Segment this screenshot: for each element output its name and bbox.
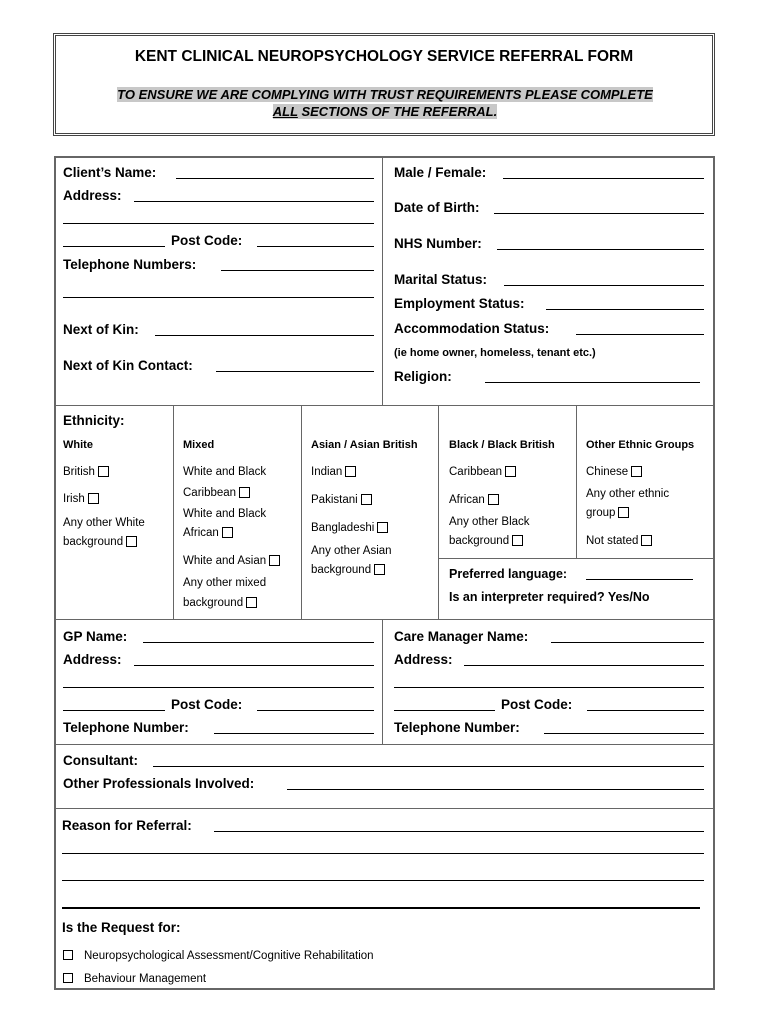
option-chinese[interactable]: Chinese: [586, 466, 642, 478]
client-address-field[interactable]: [134, 201, 374, 202]
checkbox-indian[interactable]: [345, 466, 356, 477]
other-professionals-field[interactable]: [287, 789, 704, 790]
care-manager-postcode-field[interactable]: [587, 710, 704, 711]
gp-address-label: Address:: [63, 652, 122, 667]
accommodation-status-label: Accommodation Status:: [394, 321, 550, 336]
reason-for-referral-label: Reason for Referral:: [62, 818, 192, 833]
gp-address-field-3[interactable]: [63, 710, 165, 711]
instruction-line-2: SECTIONS OF THE REFERRAL.: [297, 104, 498, 119]
checkbox-british[interactable]: [98, 466, 109, 477]
option-other-white[interactable]: Any other White: [63, 517, 145, 529]
form-instruction: [64, 86, 706, 120]
option-caribbean[interactable]: Caribbean: [449, 466, 516, 478]
next-of-kin-field[interactable]: [155, 335, 374, 336]
checkbox-white-black-caribbean[interactable]: [239, 487, 250, 498]
option-other-asian-line1[interactable]: Any other Asian: [311, 545, 392, 557]
option-other-ethnic[interactable]: group: [586, 507, 629, 519]
form-header: [53, 33, 715, 136]
divider: [576, 406, 577, 558]
other-professionals-label: Other Professionals Involved:: [63, 776, 255, 791]
client-address-field-2[interactable]: [63, 223, 374, 224]
gp-name-label: GP Name:: [63, 629, 128, 644]
option-white-black-caribbean[interactable]: Caribbean: [183, 487, 250, 499]
checkbox-other-black[interactable]: [512, 535, 523, 546]
checkbox-behaviour-management[interactable]: [63, 973, 73, 983]
care-manager-address-field-2[interactable]: [394, 687, 704, 688]
gp-telephone-field[interactable]: [214, 733, 374, 734]
marital-status-field[interactable]: [504, 285, 704, 286]
form-title: KENT CLINICAL NEUROPSYCHOLOGY SERVICE REFERRAL FORM: [134, 48, 634, 65]
checkbox-other-ethnic[interactable]: [618, 507, 629, 518]
care-manager-address-field[interactable]: [464, 665, 704, 666]
option-white-black-african[interactable]: African: [183, 527, 233, 539]
option-other-mixed-line1[interactable]: Any other mixed: [183, 577, 267, 589]
consultant-label: Consultant:: [63, 753, 138, 768]
option-other-mixed[interactable]: background: [183, 597, 257, 609]
care-manager-telephone-label: Telephone Number:: [394, 720, 520, 735]
checkbox-chinese[interactable]: [631, 466, 642, 477]
option-not-stated[interactable]: Not stated: [586, 535, 652, 547]
option-other-asian[interactable]: background: [311, 564, 385, 576]
next-of-kin-contact-field[interactable]: [216, 371, 374, 372]
next-of-kin-contact-label: Next of Kin Contact:: [63, 358, 193, 373]
divider: [439, 558, 714, 559]
option-other-ethnic-line1[interactable]: Any other ethnic: [586, 488, 670, 500]
gp-telephone-label: Telephone Number:: [63, 720, 189, 735]
option-other-black-line1[interactable]: Any other Black: [449, 516, 530, 528]
option-other-black[interactable]: background: [449, 535, 523, 547]
sex-label: Male / Female:: [394, 165, 487, 180]
divider: [55, 619, 714, 620]
option-other-white-line2[interactable]: background: [63, 536, 137, 548]
divider: [438, 406, 439, 619]
option-wbc-line1[interactable]: White and Black: [183, 466, 267, 478]
checkbox-white-asian[interactable]: [269, 555, 280, 566]
client-telephone-field[interactable]: [221, 270, 374, 271]
white-heading: White: [63, 439, 93, 451]
checkbox-other-white[interactable]: [126, 536, 137, 547]
asian-heading: Asian / Asian British: [311, 439, 418, 451]
option-behaviour-management[interactable]: Behaviour Management: [84, 973, 207, 985]
divider: [173, 406, 174, 619]
client-address-field-3[interactable]: [63, 246, 165, 247]
reason-for-referral-line-2[interactable]: [62, 853, 704, 854]
gp-address-field[interactable]: [134, 665, 374, 666]
reason-for-referral-line-4[interactable]: [62, 907, 700, 909]
checkbox-other-mixed[interactable]: [246, 597, 257, 608]
option-bangladeshi[interactable]: Bangladeshi: [311, 522, 388, 534]
gp-postcode-label: Post Code:: [171, 697, 243, 712]
client-postcode-field[interactable]: [257, 246, 374, 247]
divider: [55, 808, 714, 809]
instruction-all: ALL: [272, 104, 298, 119]
next-of-kin-label: Next of Kin:: [63, 322, 139, 337]
reason-for-referral-field[interactable]: [214, 831, 704, 832]
interpreter-required-label[interactable]: Is an interpreter required? Yes/No: [449, 590, 650, 604]
consultant-field[interactable]: [153, 766, 704, 767]
care-manager-telephone-field[interactable]: [544, 733, 704, 734]
religion-field[interactable]: [485, 382, 700, 383]
option-irish[interactable]: Irish: [63, 493, 99, 505]
client-telephone-label: Telephone Numbers:: [63, 257, 197, 272]
reason-for-referral-line-3[interactable]: [62, 880, 704, 881]
checkbox-not-stated[interactable]: [641, 535, 652, 546]
divider: [382, 157, 383, 406]
instruction-line-1: TO ENSURE WE ARE COMPLYING WITH TRUST REQUIREMENTS PLEASE COMPLETE: [117, 87, 653, 102]
other-heading: Other Ethnic Groups: [586, 439, 695, 451]
client-postcode-label: Post Code:: [171, 233, 243, 248]
option-pakistani[interactable]: Pakistani: [311, 494, 372, 506]
checkbox-african[interactable]: [488, 494, 499, 505]
client-name-label: Client’s Name:: [63, 165, 157, 180]
divider: [55, 405, 714, 406]
gp-address-field-2[interactable]: [63, 687, 374, 688]
accommodation-hint: (ie home owner, homeless, tenant etc.): [394, 347, 596, 359]
option-british[interactable]: British: [63, 466, 109, 478]
care-manager-address-label: Address:: [394, 652, 453, 667]
dob-label: Date of Birth:: [394, 200, 480, 215]
preferred-language-field[interactable]: [586, 579, 693, 580]
divider: [301, 406, 302, 619]
mixed-heading: Mixed: [183, 439, 215, 451]
care-manager-name-field[interactable]: [551, 642, 704, 643]
client-address-label: Address:: [63, 188, 122, 203]
checkbox-other-asian[interactable]: [374, 564, 385, 575]
checkbox-white-black-african[interactable]: [222, 527, 233, 538]
checkbox-caribbean[interactable]: [505, 466, 516, 477]
black-heading: Black / Black British: [449, 439, 555, 451]
divider: [55, 744, 714, 745]
employment-status-field[interactable]: [546, 309, 704, 310]
checkbox-irish[interactable]: [88, 493, 99, 504]
request-for-label: Is the Request for:: [62, 920, 181, 935]
accommodation-status-field[interactable]: [576, 334, 704, 335]
option-neuropsych-assessment[interactable]: Neuropsychological Assessment/Cognitive Rehabilitation: [84, 950, 374, 962]
employment-status-label: Employment Status:: [394, 296, 525, 311]
sex-field[interactable]: [503, 178, 704, 179]
dob-field[interactable]: [494, 213, 704, 214]
option-white-asian[interactable]: White and Asian: [183, 555, 280, 567]
option-indian[interactable]: Indian: [311, 466, 356, 478]
checkbox-pakistani[interactable]: [361, 494, 372, 505]
gp-postcode-field[interactable]: [257, 710, 374, 711]
client-name-field[interactable]: [176, 178, 374, 179]
nhs-number-field[interactable]: [497, 249, 704, 250]
client-telephone-field-2[interactable]: [63, 297, 374, 298]
care-manager-address-field-3[interactable]: [394, 710, 495, 711]
care-manager-name-label: Care Manager Name:: [394, 629, 529, 644]
care-manager-postcode-label: Post Code:: [501, 697, 573, 712]
religion-label: Religion:: [394, 369, 452, 384]
divider: [382, 620, 383, 744]
nhs-number-label: NHS Number:: [394, 236, 482, 251]
option-wba-line1[interactable]: White and Black: [183, 508, 267, 520]
checkbox-neuropsych-assessment[interactable]: [63, 950, 73, 960]
gp-name-field[interactable]: [143, 642, 374, 643]
checkbox-bangladeshi[interactable]: [377, 522, 388, 533]
marital-status-label: Marital Status:: [394, 272, 488, 287]
option-african[interactable]: African: [449, 494, 499, 506]
ethnicity-label: Ethnicity:: [63, 413, 125, 428]
preferred-language-label: Preferred language:: [449, 567, 568, 581]
